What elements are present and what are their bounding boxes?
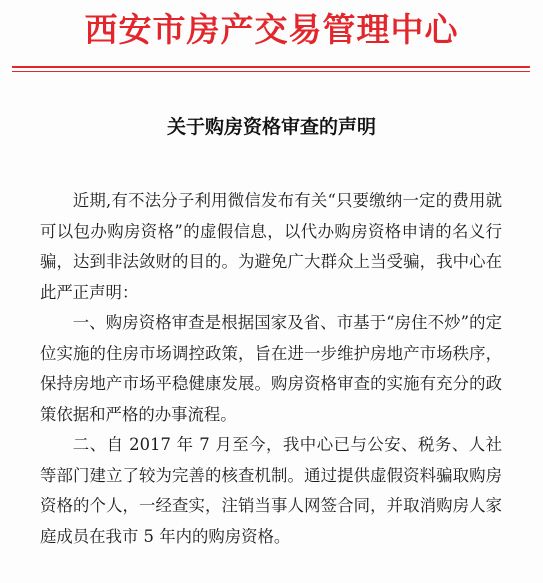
- document-title: 关于购房资格审查的声明: [166, 116, 376, 138]
- letterhead-title: 西安市房产交易管理中心: [84, 10, 459, 49]
- paragraph-intro: 近期,有不法分子利用微信发布有关“只要缴纳一定的费用就可以包办购房资格”的虚假信息，以代办购房资格申请的名义行骗，达到非法敛财的目的。为避免广大群众上当受骗，我中心在此严正声明：: [40, 191, 502, 302]
- letterhead-divider: [12, 66, 530, 68]
- paragraph-point-one: 一、购房资格审查是根据国家及省、市基于“房住不炒”的定位实施的住房市场调控政策，旨在进一步维护房地产市场秩序，保持房地产市场平稳健康发展。购房资格审查的实施有充分的政策依据和严格的办事流程。: [40, 313, 502, 424]
- letterhead-divider-thin: [12, 71, 530, 72]
- paragraph-point-two: 二、自 2017 年 7 月至今，我中心已与公安、税务、人社等部门建立了较为完善的核查机制。通过提供虚假资料骗取购房资格的个人，一经查实，注销当事人网签合同，并取消购房人家庭成员在我市 5 年内的购房资格。: [40, 435, 502, 546]
- document-body: [40, 186, 502, 552]
